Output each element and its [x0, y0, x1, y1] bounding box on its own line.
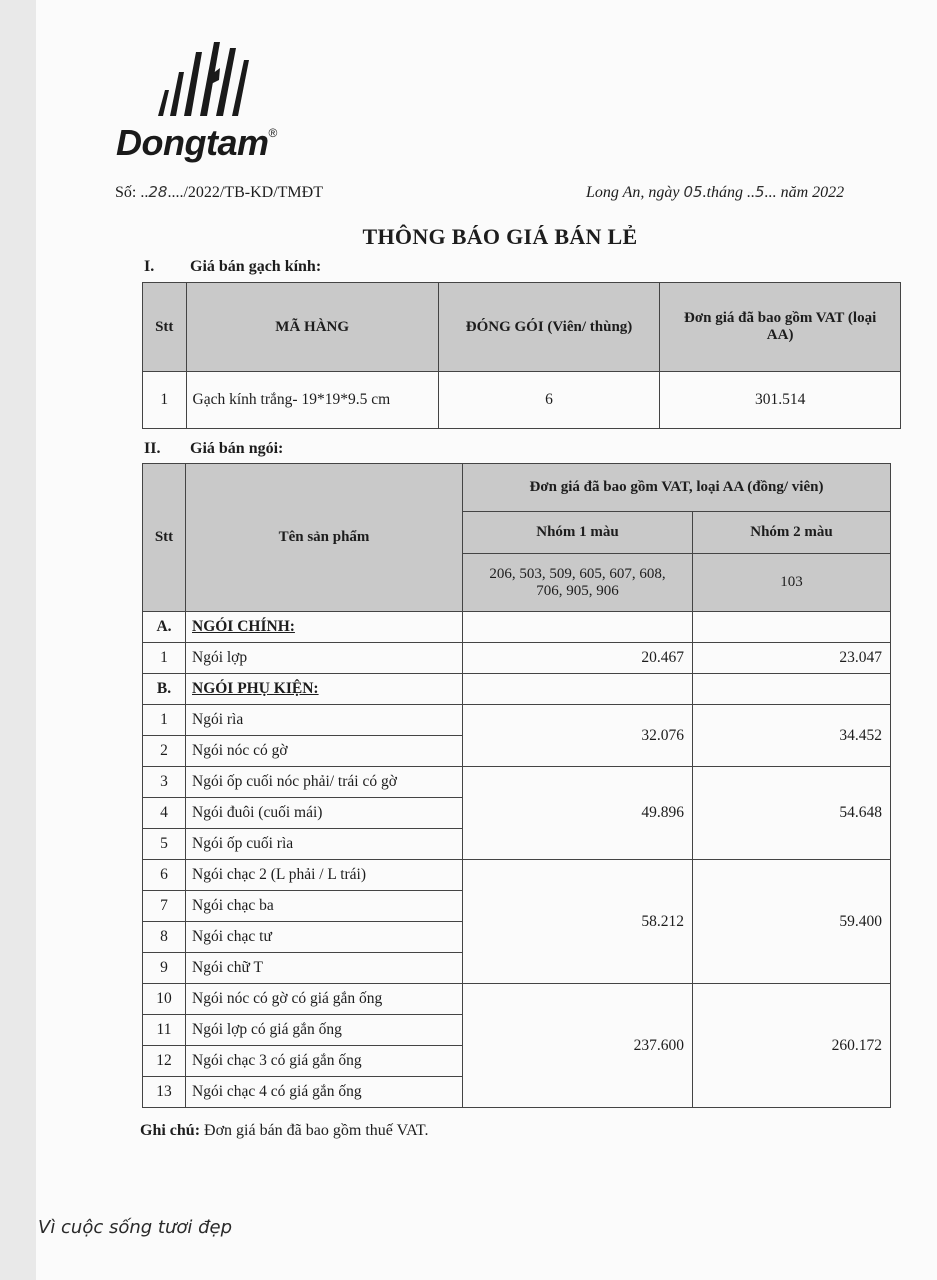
document-number: Số: ..28..../2022/TB-KD/TMĐT — [115, 183, 323, 201]
company-logo — [116, 38, 326, 168]
col-stt: Stt — [143, 283, 187, 372]
footnote: Ghi chú: Đơn giá bán đã bao gồm thuế VAT. — [140, 1122, 429, 1139]
glass-brick-price-table — [142, 282, 901, 429]
document-date: Long An, ngày 05.tháng ..5... năm 2022 — [586, 183, 845, 201]
cell-pack: 6 — [438, 372, 659, 429]
col-stt: Stt — [143, 464, 186, 612]
table-row: 4 Ngói đuôi (cuối mái) — [143, 798, 891, 829]
cell-price: 301.514 — [660, 372, 901, 429]
col-code: MÃ HÀNG — [186, 283, 438, 372]
logo-mark-icon — [116, 38, 266, 118]
table-row: 13 Ngói chạc 4 có giá gắn ống — [143, 1077, 891, 1108]
col-name: Tên sản phẩm — [186, 464, 463, 612]
company-slogan: Vì cuộc sống tươi đẹp — [38, 1217, 233, 1238]
table-row: 2 Ngói nóc có gờ — [143, 736, 891, 767]
section-heading-1: I. Giá bán gạch kính: — [144, 258, 322, 275]
table-row: 11 Ngói lợp có giá gắn ống — [143, 1015, 891, 1046]
table-row: 12 Ngói chạc 3 có giá gắn ống — [143, 1046, 891, 1077]
table-row: 9 Ngói chữ T — [143, 953, 891, 984]
group-row-b: B. NGÓI PHỤ KIỆN: — [143, 674, 891, 705]
page-title: THÔNG BÁO GIÁ BÁN LẺ — [362, 224, 638, 249]
col-pack: ĐÓNG GÓI (Viên/ thùng) — [438, 283, 659, 372]
cell-stt: 1 — [143, 372, 187, 429]
group2-codes: 103 — [693, 554, 891, 612]
table-row: 5 Ngói ốp cuối rìa — [143, 829, 891, 860]
table-row: 1 Ngói lợp 20.467 23.047 — [143, 643, 891, 674]
table-row — [143, 372, 901, 429]
group-row-a: A. NGÓI CHÍNH: — [143, 612, 891, 643]
table-row: 6 Ngói chạc 2 (L phải / L trái) 58.212 59.400 — [143, 860, 891, 891]
table-row: 3 Ngói ốp cuối nóc phải/ trái có gờ 49.896 54.648 — [143, 767, 891, 798]
table-row: 10 Ngói nóc có gờ có giá gắn ống 237.600 260.172 — [143, 984, 891, 1015]
roof-tile-price-table — [142, 463, 891, 1108]
col-group2: Nhóm 2 màu — [693, 512, 891, 554]
col-price: Đơn giá đã bao gồm VAT (loại AA) — [660, 283, 901, 372]
group1-codes: 206, 503, 509, 605, 607, 608, 706, 905, 906 — [463, 554, 693, 612]
table-row: 8 Ngói chạc tư — [143, 922, 891, 953]
table-row: 7 Ngói chạc ba — [143, 891, 891, 922]
table-row: 1 Ngói rìa 32.076 34.452 — [143, 705, 891, 736]
col-price-group: Đơn giá đã bao gồm VAT, loại AA (đồng/ viên) — [463, 464, 891, 512]
cell-code: Gạch kính trắng- 19*19*9.5 cm — [186, 372, 438, 429]
brand-name: Dongtam® — [116, 122, 277, 163]
section-heading-2: II. Giá bán ngói: — [144, 440, 284, 457]
col-group1: Nhóm 1 màu — [463, 512, 693, 554]
